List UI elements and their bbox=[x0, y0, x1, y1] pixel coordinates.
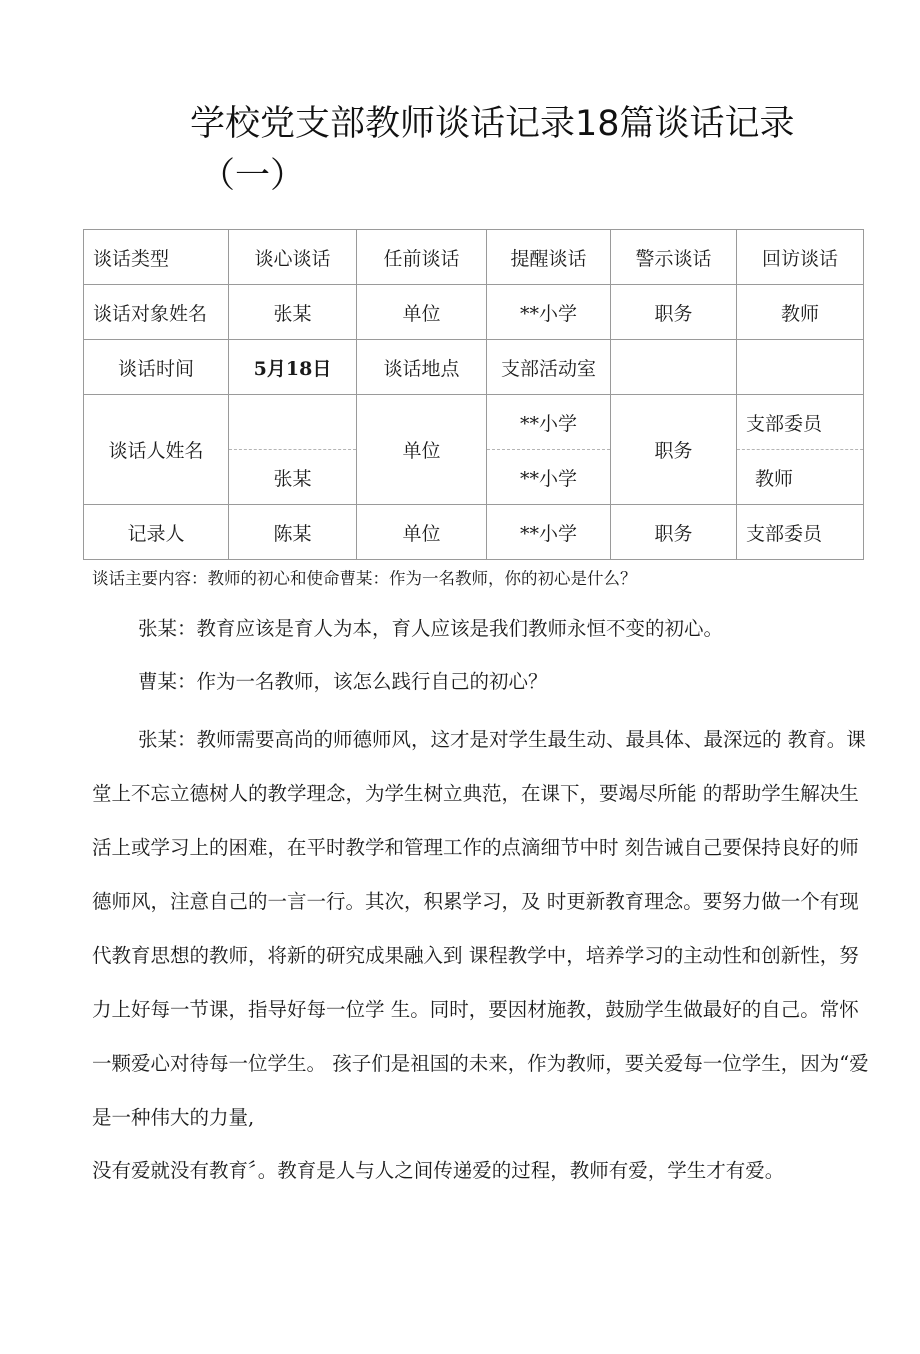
table-row-talk-target bbox=[84, 285, 864, 340]
target-unit-label: 单位 bbox=[357, 285, 487, 340]
recorder-position-label: 职务 bbox=[611, 505, 737, 560]
recorder-unit-value: **小学 bbox=[487, 505, 611, 560]
talk-time-value: 5月18日 bbox=[229, 340, 357, 395]
page-title bbox=[190, 98, 890, 202]
talk-type-warning: 警示谈话 bbox=[611, 230, 737, 285]
recorder-name: 陈某 bbox=[229, 505, 357, 560]
table-row-talk-time bbox=[84, 340, 864, 395]
talker-position-label: 职务 bbox=[611, 395, 737, 505]
talker-position-top: 支部委员 bbox=[737, 395, 864, 450]
talk-place-label: 谈话地点 bbox=[357, 340, 487, 395]
talker-unit-label: 单位 bbox=[357, 395, 487, 505]
talk-type-label: 谈话类型 bbox=[84, 230, 229, 285]
table-row-talker-top bbox=[84, 395, 864, 450]
talker-name-top bbox=[229, 395, 357, 450]
talk-record-table bbox=[83, 229, 864, 560]
question-2: 曹某：作为一名教师，该怎么践行自己的初心？ bbox=[138, 670, 548, 693]
talk-summary: 谈话主要内容：教师的初心和使命曹某：作为一名教师，你的初心是什么？ bbox=[92, 569, 637, 588]
talker-name-bottom: 张某 bbox=[229, 450, 357, 505]
recorder-unit-label: 单位 bbox=[357, 505, 487, 560]
closing-line: 没有爱就没有教育〞。教育是人与人之间传递爱的过程，教师有爱，学生才有爱。 bbox=[92, 1159, 785, 1182]
talk-place-value: 支部活动室 bbox=[487, 340, 611, 395]
target-unit-value: **小学 bbox=[487, 285, 611, 340]
target-name-value: 张某 bbox=[229, 285, 357, 340]
target-name-label: 谈话对象姓名 bbox=[84, 285, 229, 340]
talk-type-pre-appointment: 任前谈话 bbox=[357, 230, 487, 285]
talker-position-bottom: 教师 bbox=[737, 450, 864, 505]
title-line-1: 学校党支部教师谈话记录18篇谈话记录 bbox=[190, 104, 795, 144]
talker-unit-top: **小学 bbox=[487, 395, 611, 450]
talk-time-label: 谈话时间 bbox=[84, 340, 229, 395]
talker-unit-bottom: **小学 bbox=[487, 450, 611, 505]
title-line-2: （一） bbox=[200, 156, 306, 196]
talk-type-followup: 回访谈话 bbox=[737, 230, 864, 285]
recorder-position-value: 支部委员 bbox=[737, 505, 864, 560]
talk-type-heart: 谈心谈话 bbox=[229, 230, 357, 285]
answer-1: 张某：教育应该是育人为本，育人应该是我们教师永恒不变的初心。 bbox=[138, 617, 724, 640]
talker-name-label: 谈话人姓名 bbox=[84, 395, 229, 505]
recorder-label: 记录人 bbox=[84, 505, 229, 560]
table-row-talk-type bbox=[84, 230, 864, 285]
answer-2-paragraph: 张某：教师需要高尚的师德师风，这才是对学生最生动、最具体、最深远的 教育。课堂上不忘立德树人的教学理念，为学生树立典范，在课下，要竭尽所能 的帮助学生解决生活上或学习上的困难，在平时教学和管理工作的点滴细节中时 刻告诫自己要保持良好的师德师风，注意自己的一言一行。其次，积累学习，及 时更新教育理念。要努力做一个有现代教育思想的教师，将新的研究成果融入到 课程教学中，培养学习的主动性和创新性，努力上好每一节课，指导好每一位学 生。同时，要因材施教，鼓励学生做最好的自己。常怀一颗爱心对待每一位学生。 孩子们是祖国的未来，作为教师，要关爱每一位学生，因为“爱是一种伟大的力量, bbox=[92, 728, 869, 1129]
target-position-value: 教师 bbox=[737, 285, 864, 340]
target-position-label: 职务 bbox=[611, 285, 737, 340]
talk-type-reminder: 提醒谈话 bbox=[487, 230, 611, 285]
table-row-recorder bbox=[84, 505, 864, 560]
empty-cell bbox=[611, 340, 737, 395]
empty-cell bbox=[737, 340, 864, 395]
